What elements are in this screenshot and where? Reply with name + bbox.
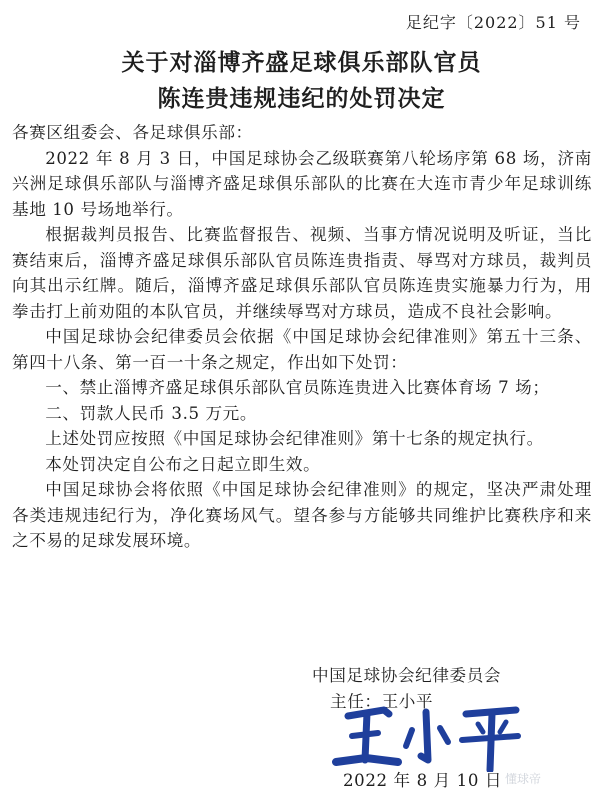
paragraph-incident: 2022 年 8 月 3 日，中国足球协会乙级联赛第八轮场序第 68 场，济南兴洲足球俱乐部队与淄博齐盛足球俱乐部队的比赛在大连市青少年足球训练基地 10 号场地举行。 <box>12 148 592 219</box>
document-body <box>12 120 592 554</box>
paragraph-execution: 上述处罚应按照《中国足球协会纪律准则》第十七条的规定执行。 <box>45 429 544 448</box>
handwritten-signature <box>326 702 526 772</box>
document-number: 足纪字〔2022〕51 号 <box>405 13 581 32</box>
director-label: 主任： <box>330 692 382 711</box>
document-title-line-1: 关于对淄博齐盛足球俱乐部队官员 <box>121 50 482 76</box>
document-title-line-2: 陈连贵违规违纪的处罚决定 <box>157 86 446 112</box>
director-name: 王小平 <box>381 692 434 711</box>
watermark: 懂球帝 <box>505 772 542 786</box>
paragraph-closing: 中国足球协会将依照《中国足球协会纪律准则》的规定，坚决严肃处理各类违规违纪行为，净化赛场风气。望各参与方能够共同维护比赛秩序和来之不易的足球发展环境。 <box>12 480 592 550</box>
document-date: 2022 年 8 月 10 日 <box>343 771 503 790</box>
signing-organization: 中国足球协会纪律委员会 <box>312 666 502 685</box>
penalty-item-2: 二、罚款人民币 3.5 万元。 <box>45 403 258 423</box>
salutation: 各赛区组委会、各足球俱乐部： <box>12 123 253 142</box>
paragraph-effective: 本处罚决定自公布之日起立即生效。 <box>45 454 321 474</box>
penalty-item-1: 一、禁止淄博齐盛足球俱乐部队官员陈连贵进入比赛体育场 7 场； <box>45 378 550 397</box>
paragraph-findings: 根据裁判员报告、比赛监督报告、视频、当事方情况说明及听证，当比赛结束后，淄博齐盛足球俱乐部队官员陈连贵指责、辱骂对方球员，裁判员向其出示红牌。随后，淄博齐盛足球俱乐部队官员陈连贵实施暴力行为，用拳击打上前劝阻的本队官员，并继续辱骂对方球员，造成不良社会影响。 <box>12 225 592 321</box>
paragraph-basis: 中国足球协会纪律委员会依据《中国足球协会纪律准则》第五十三条、第四十八条、第一百一十条之规定，作出如下处罚： <box>12 327 592 372</box>
